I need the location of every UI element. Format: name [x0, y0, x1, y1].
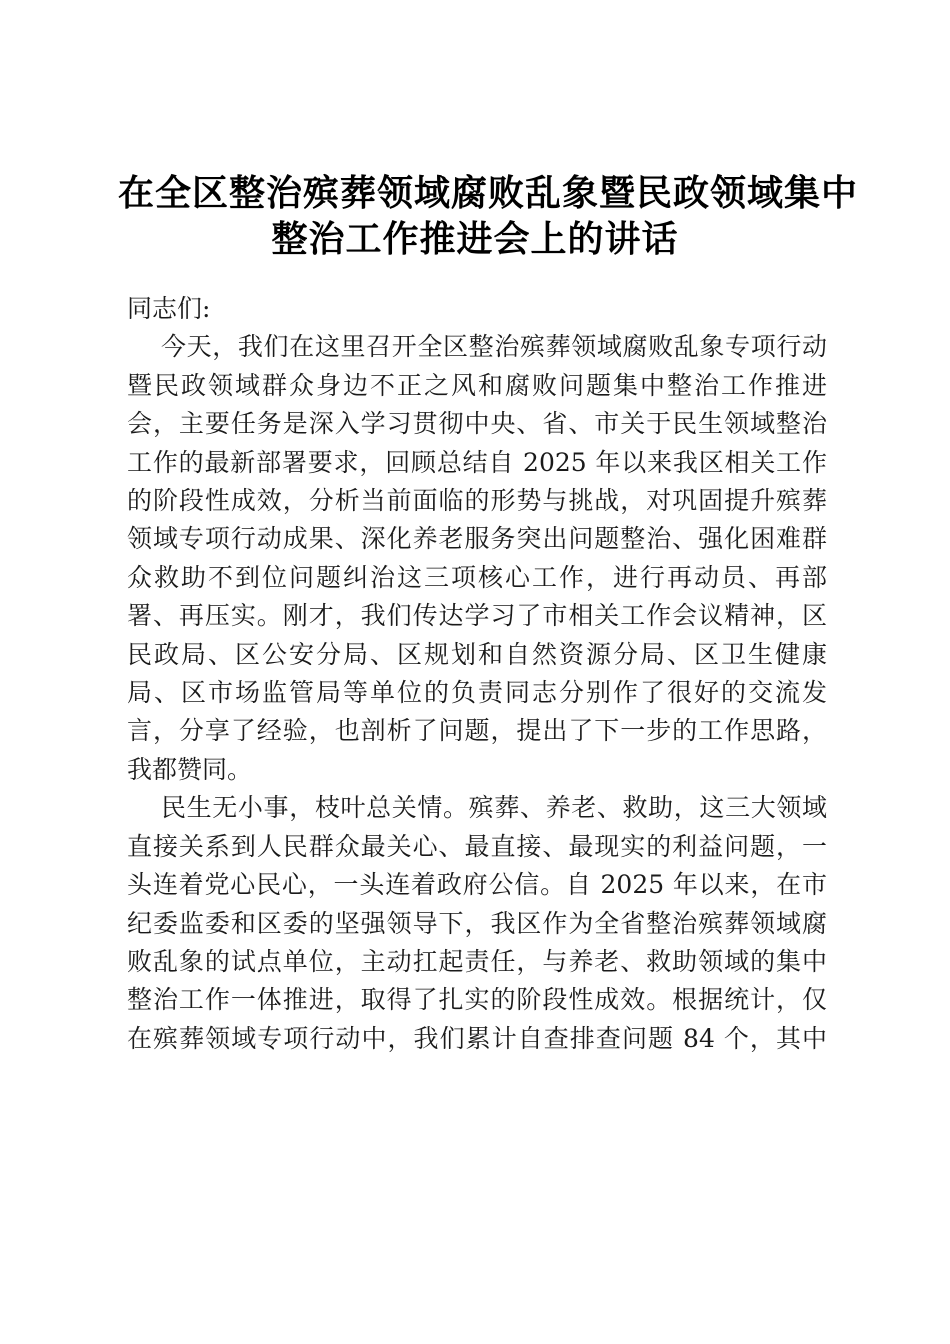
- text-line: 局、区市场监管局等单位的负责同志分别作了很好的交流发: [127, 678, 827, 708]
- text-line: 今天，我们在这里召开全区整治殡葬领域腐败乱象专项行动: [161, 332, 827, 362]
- text-line: 众救助不到位问题纠治这三项核心工作，进行再动员、再部: [127, 562, 827, 592]
- text-line: 直接关系到人民群众最关心、最直接、最现实的利益问题，一: [127, 831, 827, 861]
- text-line: 我都赞同。: [127, 754, 253, 784]
- text-line: 工作的最新部署要求，回顾总结自 2025 年以来我区相关工作: [127, 447, 827, 477]
- text-line: 整治工作一体推进，取得了扎实的阶段性成效。根据统计，仅: [127, 985, 827, 1015]
- text-line: 头连着党心民心，一头连着政府公信。自 2025 年以来，在市: [127, 870, 827, 900]
- text-line: 民生无小事，枝叶总关情。殡葬、养老、救助，这三大领域: [161, 793, 827, 823]
- text-line: 败乱象的试点单位，主动扛起责任，与养老、救助领域的集中: [127, 946, 827, 976]
- document-title: [118, 170, 859, 262]
- text-line: 的阶段性成效，分析当前面临的形势与挑战，对巩固提升殡葬: [127, 486, 827, 516]
- title-line-2: 整治工作推进会上的讲话: [271, 218, 679, 260]
- text-line: 言，分享了经验，也剖析了问题，提出了下一步的工作思路，: [127, 716, 827, 746]
- text-line: 暨民政领域群众身边不正之风和腐败问题集中整治工作推进: [127, 370, 827, 400]
- text-line: 纪委监委和区委的坚强领导下，我区作为全省整治殡葬领域腐: [127, 908, 827, 938]
- salutation: 同志们:: [127, 294, 211, 323]
- text-line: 在殡葬领域专项行动中，我们累计自查排查问题 84 个，其中: [127, 1023, 827, 1053]
- document-body: [127, 290, 827, 1058]
- paragraph-2: [127, 789, 827, 1058]
- text-line: 领域专项行动成果、深化养老服务突出问题整治、强化困难群: [127, 524, 827, 554]
- title-line-1: 在全区整治殡葬领域腐败乱象暨民政领域集中: [118, 172, 859, 214]
- paragraph-1: [127, 328, 827, 789]
- text-line: 署、再压实。刚才，我们传达学习了市相关工作会议精神，区: [127, 601, 827, 631]
- text-line: 民政局、区公安分局、区规划和自然资源分局、区卫生健康: [127, 639, 827, 669]
- text-line: 会，主要任务是深入学习贯彻中央、省、市关于民生领域整治: [127, 409, 827, 439]
